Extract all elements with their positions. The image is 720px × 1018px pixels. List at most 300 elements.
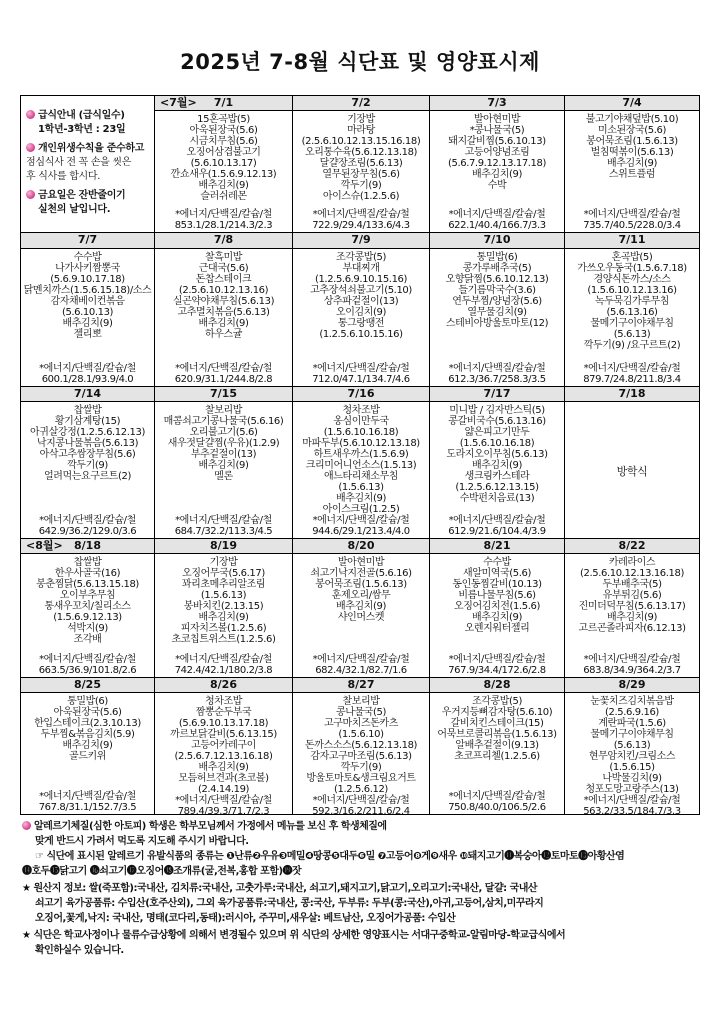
menu-item: (5.6.9.10.13.17.18) — [178, 718, 269, 729]
day-menu-cell — [293, 402, 430, 539]
day-menu-cell — [293, 693, 430, 815]
pink-circle-bullet-icon — [26, 190, 35, 199]
menu-list — [566, 252, 698, 351]
menu-item: 새알미역국(5.6) — [462, 568, 531, 579]
nutrition-label: *에너지/단백질/칼슘/철 — [312, 654, 410, 665]
menu-item: 골드키위 — [68, 751, 107, 762]
day-header — [293, 539, 430, 554]
menu-item: 초코프리첼(1.2.5.6) — [454, 751, 540, 762]
menu-item: 통밀밥(6) — [67, 696, 108, 707]
day-menu-cell — [293, 554, 430, 678]
menu-item: 오징어무국(5.6.17) — [182, 568, 265, 579]
menu-item: 젤리뽀 — [73, 329, 102, 340]
menu-item: 나가사키짬뽕국 — [55, 263, 120, 274]
menu-item: 조각콩밥(5) — [335, 252, 386, 263]
menu-item: 아삭고추쌈장무침(5.6) — [39, 449, 136, 460]
day-header — [155, 539, 293, 554]
menu-item: 고르곤졸라피자(6.12.13) — [578, 623, 686, 634]
menu-item: 찰보리밥 — [204, 405, 243, 416]
menu-item: 짬뽕순두부국 — [195, 707, 252, 718]
day-header — [430, 539, 565, 554]
menu-item: (5.6.13) — [613, 329, 651, 340]
nutrition-values: 789.4/39.3/71.7/2.3 — [177, 806, 270, 815]
menu-item: 배추김치(9) — [62, 740, 113, 751]
menu-item: 카레라이스 — [608, 557, 656, 568]
menu-item: 닭멘치까스(1.5.6.15.18)/소스 — [23, 285, 152, 296]
menu-item: (2.5.6.7.12.13.16.18) — [174, 751, 273, 762]
menu-item: 봉어묵조림(1.5.6.13) — [315, 579, 407, 590]
meal-info-line — [26, 109, 151, 123]
day-menu-cell — [565, 402, 700, 539]
nutrition-info — [22, 791, 153, 814]
nutrition-info — [22, 515, 153, 538]
menu-list — [431, 114, 563, 191]
menu-item: 모듬허브견과(초코볼) — [178, 773, 269, 784]
nutrition-info — [566, 654, 698, 677]
menu-item: 오이부추무침 — [59, 590, 116, 601]
nutrition-info — [431, 791, 563, 814]
menu-item: 하우스귤 — [204, 329, 243, 340]
menu-item: 낙지콩나물볶음(5.6.13) — [36, 438, 139, 449]
day-date: 7/9 — [351, 233, 371, 246]
menu-item: 콩갈비국수(5.6.13.16) — [448, 416, 546, 427]
menu-item: (1.5.6.13) — [338, 482, 384, 493]
menu-item: 불고기야채덮밥(5.10) — [585, 114, 679, 125]
day-header — [430, 96, 565, 111]
menu-item: 마라탕 — [347, 125, 375, 136]
nutrition-info — [156, 363, 291, 386]
nutrition-label: *에너지/단백질/칼슘/철 — [583, 209, 681, 220]
menu-item: 꽈리초메추리알조림 — [181, 579, 266, 590]
day-menu-cell — [565, 249, 700, 387]
menu-item: 배추김치(9) — [471, 169, 522, 180]
menu-item: 배추김치(9) — [471, 612, 522, 623]
menu-item: 혼곡밥(5) — [611, 252, 653, 263]
day-date: 7/7 — [77, 233, 98, 246]
menu-item: 유부튀김(5.6) — [602, 590, 662, 601]
menu-item: 깍두기(9) — [340, 180, 382, 191]
menu-item: 까르보닭갈비(5.6.13.15) — [170, 729, 277, 740]
menu-item: 배추김치(9) — [335, 601, 386, 612]
day-header — [565, 539, 700, 554]
menu-item: 배추김치(9) — [606, 158, 657, 169]
menu-item: 두부찜&볶음김치(5.9) — [40, 729, 135, 740]
day-menu-cell — [155, 402, 293, 539]
day-menu-cell — [21, 402, 155, 539]
menu-item: 기장밥 — [209, 557, 238, 568]
menu-item: 물메기구이야채무침 — [590, 318, 674, 329]
menu-item: 녹두묵김가루무침 — [594, 296, 670, 307]
nutrition-info — [294, 795, 428, 815]
nutrition-values: 600.1/28.1/93.9/4.0 — [41, 374, 134, 385]
menu-item: (1.2.5.6.9.10.15.16) — [314, 274, 408, 285]
menu-item: 콩나물국(5) — [335, 707, 386, 718]
menu-item: 아욱된장국(5.6) — [53, 707, 122, 718]
menu-item: 돈까스소스(5.6.12.13.18) — [304, 740, 418, 751]
menu-item: 부대찌개 — [342, 263, 380, 274]
menu-item: 배추김치(9) — [198, 762, 249, 773]
menu-item: (2.5.6.10.12.13.15.16.18) — [301, 136, 421, 147]
allergy-notice-line — [20, 819, 700, 834]
nutrition-label: *에너지/단백질/칼슘/철 — [39, 363, 136, 374]
day-header — [565, 96, 700, 111]
menu-item: 눈꽃치즈김치볶음밥 — [590, 696, 674, 707]
nutrition-info — [22, 654, 153, 677]
menu-item: (1.5.6.9.12.13) — [53, 612, 122, 623]
menu-item: 두부배추국(5) — [602, 579, 662, 590]
day-date: 7/10 — [483, 233, 511, 246]
change-notice-text: 확인하실수 있습니다. — [35, 945, 124, 956]
menu-item: 배추김치(9) — [198, 612, 249, 623]
pink-circle-bullet-icon — [26, 110, 35, 119]
menu-item: 고등어카레구이 — [191, 740, 256, 751]
menu-list — [156, 252, 291, 340]
menu-list — [294, 114, 428, 202]
nutrition-label: *에너지/단백질/칼슘/철 — [583, 654, 681, 665]
nutrition-info — [156, 515, 291, 538]
day-date: 8/19 — [210, 539, 237, 552]
menu-item: 미소된장국(5.6) — [597, 125, 666, 136]
menu-item: 통그랑땡전 — [337, 318, 385, 329]
menu-item: 한우사골국(16) — [54, 568, 121, 579]
menu-item: 얇은피고기만두 — [464, 427, 530, 438]
menu-item: 부추겉절이(13) — [190, 449, 257, 460]
nutrition-label: *에너지/단백질/칼슘/철 — [448, 363, 546, 374]
menu-item: 배추김치(9) — [606, 612, 657, 623]
day-menu-cell — [430, 554, 565, 678]
nutrition-label: *에너지/단백질/칼슘/철 — [448, 791, 546, 802]
menu-item: (1.5.6.10.16.18) — [459, 438, 535, 449]
menu-item: (2.5.6.9.16) — [605, 707, 659, 718]
menu-item: 오리불고기(5.6) — [189, 427, 258, 438]
menu-list — [566, 696, 698, 795]
nutrition-values: 682.4/32.1/82.7/1.6 — [315, 665, 407, 676]
menu-item: (1.2.5.6.10.15.16) — [319, 329, 403, 340]
nutrition-values: 722.9/29.4/133.6/4.3 — [312, 220, 410, 231]
nutrition-label: *에너지/단백질/칼슘/철 — [583, 795, 681, 806]
nutrition-values: 612.3/36.7/258.3/3.5 — [448, 374, 546, 385]
day-header — [430, 233, 565, 249]
menu-item: 통밀밥(6) — [476, 252, 518, 263]
nutrition-info — [294, 515, 428, 538]
menu-item: 감자채베이컨볶음 — [50, 296, 125, 307]
menu-item: 달걀장조림(5.6.13) — [319, 158, 403, 169]
menu-item: 훈제오리/쌈무 — [331, 590, 391, 601]
menu-item: 배추김치(9) — [198, 318, 249, 329]
day-menu-cell — [155, 111, 293, 233]
nutrition-label: *에너지/단백질/칼슘/철 — [312, 795, 410, 806]
day-date: 7/14 — [74, 387, 101, 400]
menu-list — [294, 252, 428, 340]
nutrition-info — [156, 654, 291, 677]
hygiene-text: 개인위생수칙을 준수하고 — [38, 143, 145, 154]
day-header — [565, 233, 700, 249]
menu-item: 시금치무침(5.6) — [189, 136, 258, 147]
menu-item: 청차조밥 — [204, 696, 243, 707]
nutrition-label: *에너지/단백질/칼슘/철 — [39, 654, 136, 665]
menu-item: 상추파겉절이(13) — [323, 296, 399, 307]
menu-item: 수수밥 — [73, 252, 102, 263]
day-menu-cell — [293, 249, 430, 387]
menu-item: 샤인머스켓 — [337, 612, 385, 623]
menu-item: 봉어묵조림(1.5.6.13) — [586, 136, 678, 147]
menu-item: (5.6.9.10.17.18) — [50, 274, 125, 285]
menu-item: 스위트플럼 — [608, 169, 656, 180]
day-date: 8/29 — [618, 678, 646, 691]
nutrition-label: *에너지/단백질/칼슘/철 — [175, 209, 272, 220]
menu-list — [566, 114, 698, 180]
menu-item: (5.6.10.13) — [61, 307, 114, 318]
menu-list — [431, 252, 563, 329]
day-menu-cell — [293, 111, 430, 233]
nutrition-values: 742.4/42.1/180.2/3.8 — [174, 665, 273, 676]
day-header — [155, 678, 293, 693]
menu-list — [431, 405, 563, 504]
menu-item: 방울토마토&생크림요거트 — [306, 773, 416, 784]
day-date: 7/4 — [622, 96, 642, 109]
menu-item: 발아현미밥 — [473, 114, 521, 125]
menu-item: 매콤쇠고기콩나물국(5.6.16) — [163, 416, 284, 427]
menu-item: 오이김치(9) — [335, 307, 386, 318]
menu-item: 우거지등뼈감자탕(5.6.10) — [441, 707, 553, 718]
nutrition-info — [431, 515, 563, 538]
nutrition-label: *에너지/단백질/칼슘/철 — [175, 795, 272, 806]
menu-item: 고추멸치볶음(5.6.13) — [177, 307, 270, 318]
day-menu-cell — [430, 111, 565, 233]
menu-item: 청포도망고랑주스(13) — [585, 784, 679, 795]
nutrition-values: 684.7/32.2/113.3/4.5 — [174, 526, 273, 537]
day-header — [155, 233, 293, 249]
menu-item: 돈찹스테이크 — [195, 274, 252, 285]
nutrition-info — [294, 363, 428, 386]
menu-item: 고추장석쇠불고기(5.10) — [310, 285, 412, 296]
menu-item: 깍두기(9) /요구르트(2) — [583, 340, 681, 351]
menu-list — [22, 557, 153, 645]
day-date: 8/18 — [74, 539, 101, 552]
nutrition-values: 712.0/47.1/134.7/4.6 — [312, 374, 410, 385]
menu-item: 새우젓달걀찜(우유)(1.2.9) — [167, 438, 280, 449]
nutrition-values: 735.7/40.5/228.0/3.4 — [583, 220, 681, 231]
origin-info-text: 오징어,꽃게,낙지: 국내산, 명태(코다리,동태):러시아, 주꾸미,새우살: 베트남산, 오징어가공품: 수입산 — [35, 913, 456, 924]
menu-list — [156, 114, 291, 202]
day-header — [565, 387, 700, 402]
meal-info-title: 급식안내 (급식일수) — [38, 110, 125, 121]
menu-item: 아귀살강정(1.2.5.6.12.13) — [30, 427, 145, 438]
day-date: 8/28 — [483, 678, 511, 691]
nutrition-label: *에너지/단백질/칼슘/철 — [448, 515, 546, 526]
nutrition-label: *에너지/단백질/칼슘/철 — [583, 363, 681, 374]
month-label: <8월> — [26, 539, 63, 552]
menu-item: 옹심이만두국 — [333, 416, 389, 427]
day-menu-cell — [21, 554, 155, 678]
nutrition-values: 620.9/31.1/244.8/2.8 — [174, 374, 273, 385]
menu-item: 생크림카스테라 — [464, 471, 530, 482]
menu-list — [156, 405, 291, 482]
menu-list — [22, 696, 153, 762]
menu-item: 고구마치즈돈카츠 — [323, 718, 399, 729]
menu-item: 가쓰오우동국(1.5.6.7.18) — [577, 263, 687, 274]
nutrition-label: *에너지/단백질/칼슘/철 — [175, 363, 272, 374]
menu-item: 찹쌀밥 — [73, 405, 102, 416]
menu-item: 갈비치킨스테이크(15) — [450, 718, 544, 729]
menu-item: 열무물김치(9) — [467, 307, 527, 318]
day-date: 7/17 — [483, 387, 511, 400]
menu-item: 배추김치(9) — [471, 460, 522, 471]
day-date: 7/11 — [618, 233, 646, 246]
hygiene-text: 후 식사를 합시다. — [26, 171, 101, 182]
allergy-notice-text: 알레르기체질(심한 아토피) 학생은 학부모님께서 가정에서 메뉴를 보신 후 학생체질에 — [34, 821, 387, 832]
day-header — [565, 678, 700, 693]
pink-circle-bullet-icon — [26, 143, 35, 152]
menu-item: 기장밥 — [347, 114, 375, 125]
nutrition-info — [294, 209, 428, 232]
menu-item: (1.2.5.6.12.13.15) — [455, 482, 539, 493]
info-panel — [21, 96, 155, 233]
day-header — [293, 387, 430, 402]
day-date: 7/18 — [618, 387, 646, 400]
menu-item: 15혼곡밥(5) — [197, 114, 250, 125]
menu-item: (5.6.10.13.17) — [190, 158, 257, 169]
menu-item: 청차조밥 — [342, 405, 380, 416]
menu-item: 봉바치킨(2.13.15) — [183, 601, 264, 612]
meal-days: 1학년-3학년 : 23일 — [38, 124, 126, 135]
nutrition-values: 767.9/34.4/172.6/2.8 — [448, 665, 546, 676]
menu-item: 찹쌀밥 — [73, 557, 102, 568]
nutrition-info — [566, 363, 698, 386]
menu-item: 슬러쉬레몬 — [200, 191, 247, 202]
hygiene-line — [26, 142, 151, 156]
menu-item: 피자치즈볼(1.2.5.6) — [180, 623, 267, 634]
day-date: 8/26 — [210, 678, 237, 691]
menu-item: 아이스크림(1.2.5) — [322, 504, 400, 515]
nutrition-values: 750.8/40.0/106.5/2.6 — [448, 802, 546, 813]
day-menu-cell — [155, 249, 293, 387]
day-header — [430, 678, 565, 693]
day-menu-cell — [430, 693, 565, 815]
menu-item: 얼려먹는요구르트(2) — [43, 471, 132, 482]
nutrition-label: *에너지/단백질/칼슘/철 — [312, 209, 410, 220]
nutrition-values: 683.8/34.9/364.2/3.7 — [583, 665, 681, 676]
nutrition-values: 879.7/24.8/211.8/3.4 — [583, 374, 681, 385]
menu-item: 경양식돈까스/소스 — [593, 274, 671, 285]
origin-info-text: ★ 원산지 정보: 쌀(죽포함):국내산, 김치류:국내산, 고춧가루:국내산, 쇠고기,돼지고기,닭고기,오리고기:국내산, 달걀: 국내산 — [22, 883, 538, 894]
menu-item: 수수밥 — [483, 557, 511, 568]
menu-list — [294, 405, 428, 515]
menu-item: 쇠고기낙지전골(5.6.16) — [310, 568, 412, 579]
day-date: 7/2 — [351, 96, 371, 109]
menu-list — [431, 696, 563, 762]
menu-item: 조각배 — [73, 634, 102, 645]
day-date: 7/15 — [210, 387, 237, 400]
friday-text: 금요일은 잔반줄이기 — [38, 190, 126, 201]
hygiene-text: 점심식사 전 꼭 손을 씻은 — [26, 157, 132, 168]
menu-item: 나박물김치(9) — [602, 773, 662, 784]
menu-item: (1.5.6.10.12.13.16) — [587, 285, 677, 296]
menu-item: 한입스테이크(2.3.10.13) — [34, 718, 141, 729]
menu-item: (2.5.6.10.12.13.16) — [178, 285, 269, 296]
nutrition-values: 592.3/16.2/211.6/2.4 — [312, 806, 410, 815]
menu-item: 감자고구마조림(5.6.13) — [310, 751, 412, 762]
notes-section — [20, 819, 700, 969]
day-date: 7/8 — [213, 233, 234, 246]
menu-item: (5.6.7.9.12.13.17.18) — [447, 158, 546, 169]
menu-item: (2.5.6.10.12.13.16.18) — [580, 568, 684, 579]
menu-item: (1.5.6.10) — [338, 729, 384, 740]
menu-list — [22, 405, 153, 482]
menu-item: (5.6.13.16) — [606, 307, 658, 318]
menu-item: 배추김치(9) — [62, 318, 113, 329]
day-header — [21, 387, 155, 402]
menu-item: *콩나물국(5) — [469, 125, 525, 136]
nutrition-info — [431, 654, 563, 677]
menu-item: 조각콩밥(5) — [471, 696, 522, 707]
day-header — [21, 539, 155, 554]
menu-item: 봉춘찜닭(5.6.13.15.18) — [36, 579, 139, 590]
menu-item: 물메기구이야채무침 — [590, 729, 674, 740]
day-date: 7/1 — [213, 96, 234, 109]
nutrition-info — [566, 209, 698, 232]
day-date: 7/16 — [347, 387, 375, 400]
menu-list — [22, 252, 153, 340]
day-date: 8/21 — [483, 539, 511, 552]
menu-item: 배추김치(9) — [198, 460, 249, 471]
day-date: 8/27 — [347, 678, 375, 691]
menu-item: 찰흑미밥 — [204, 252, 243, 263]
nutrition-values: 767.8/31.1/152.7/3.5 — [38, 802, 137, 813]
friday-text: 실천의 날입니다. — [38, 204, 111, 215]
menu-item: 진미더덕무침(5.6.13.17) — [578, 601, 686, 612]
menu-item: 고등어양념조림 — [464, 147, 530, 158]
menu-item: 석박지(9) — [67, 623, 108, 634]
menu-item: (1.2.5.6.12) — [334, 784, 388, 795]
day-date: 8/22 — [618, 539, 646, 552]
nutrition-label: *에너지/단백질/칼슘/철 — [312, 363, 410, 374]
month-label: <7월> — [160, 96, 197, 109]
menu-item: 돼지갈비찜(5.6.10.13) — [448, 136, 546, 147]
nutrition-values: 563.2/33.5/184.7/3.3 — [583, 806, 681, 815]
nutrition-info — [22, 363, 153, 386]
pink-circle-bullet-icon — [22, 821, 31, 830]
menu-item: (5.6.13) — [613, 740, 651, 751]
nutrition-values: 853.1/28.1/214.3/2.3 — [174, 220, 273, 231]
menu-list — [431, 557, 563, 634]
menu-item: 초코칩트위스트(1.2.5.6) — [171, 634, 276, 645]
day-menu-cell — [155, 554, 293, 678]
nutrition-label: *에너지/단백질/칼슘/철 — [175, 515, 272, 526]
menu-list — [294, 557, 428, 623]
nutrition-label: *에너지/단백질/칼슘/철 — [175, 654, 272, 665]
day-header — [430, 387, 565, 402]
day-header — [155, 96, 293, 111]
menu-item: 비름나물무침(5.6) — [458, 590, 536, 601]
menu-item: 들기름막국수(3.6) — [458, 285, 536, 296]
menu-item: 근대국(5.6) — [198, 263, 249, 274]
allergen-list-text: ⓮호두⓯닭고기 ⓰쇠고기⓱오징어⓲조개류(굴,전복,홍합 포함)⓳잣 — [22, 866, 302, 877]
day-menu-cell — [21, 693, 155, 815]
nutrition-info — [156, 209, 291, 232]
day-menu-cell — [21, 249, 155, 387]
day-note: 방학식 — [616, 465, 648, 478]
menu-item: 통새우꼬치/칠리소스 — [44, 601, 131, 612]
menu-item: 수박 — [487, 180, 507, 191]
day-menu-cell — [155, 693, 293, 815]
change-notice-text: ★ 식단은 학교사정이나 물류수급상황에 의해서 변경될수 있으며 위 식단의 상세한 영양표시는 서대구중학교-알림마당-학교급식에서 — [22, 930, 566, 941]
menu-item: 연두부찜/양념장(5.6) — [452, 296, 542, 307]
menu-item: (1.5.6.15) — [609, 762, 655, 773]
menu-item: 오징어김치전(1.5.6) — [453, 601, 540, 612]
menu-item: 벌침떡볶이(5.6.13) — [590, 147, 674, 158]
menu-item: 깍두기(9) — [67, 460, 108, 471]
